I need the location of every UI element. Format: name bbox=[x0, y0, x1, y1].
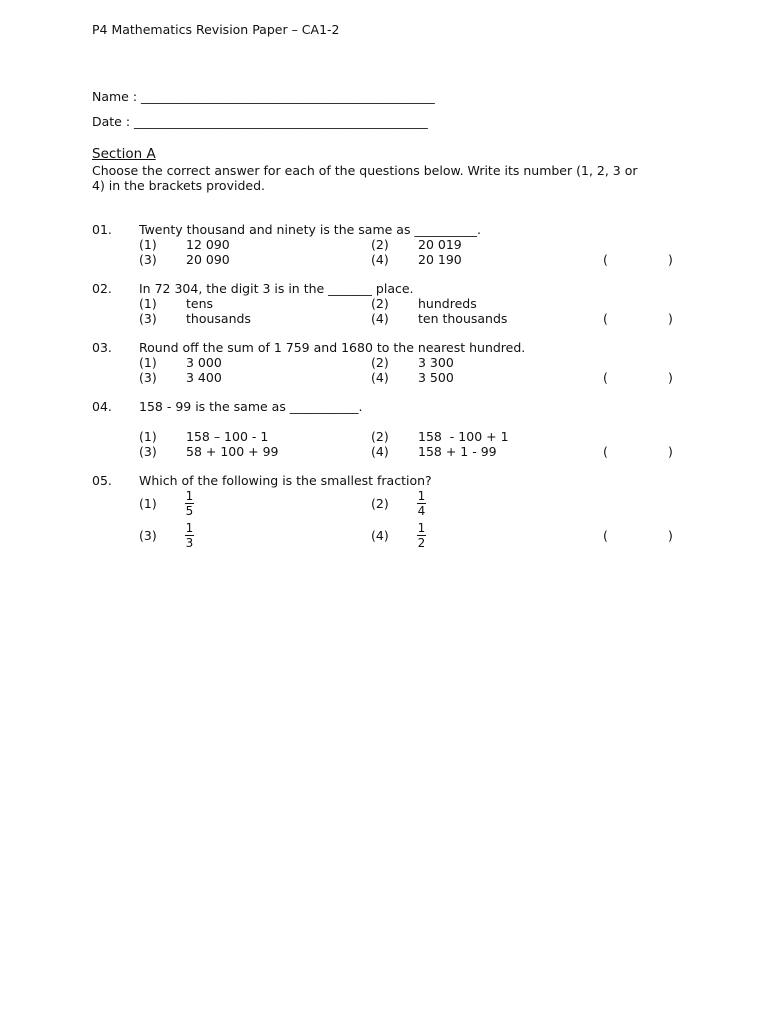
fraction-one-third bbox=[185, 522, 194, 549]
option-label: (3) bbox=[139, 311, 157, 326]
fraction-one-quarter bbox=[417, 490, 426, 517]
option-label: (3) bbox=[139, 528, 157, 543]
answer-bracket-open[interactable]: ( bbox=[603, 444, 608, 459]
option-value: 158 - 100 + 1 bbox=[418, 429, 509, 444]
option-label: (3) bbox=[139, 252, 157, 267]
answer-bracket-open[interactable]: ( bbox=[603, 528, 608, 543]
question-text: Which of the following is the smallest fraction? bbox=[139, 473, 432, 488]
numerator: 1 bbox=[185, 489, 194, 503]
option-value: 3 300 bbox=[418, 355, 454, 370]
option-value: hundreds bbox=[418, 296, 477, 311]
option-value: 3 400 bbox=[186, 370, 222, 385]
question-text: In 72 304, the digit 3 is in the _______ place. bbox=[139, 281, 414, 296]
option-value: 158 – 100 - 1 bbox=[186, 429, 269, 444]
option-value: 58 + 100 + 99 bbox=[186, 444, 279, 459]
answer-bracket-open[interactable]: ( bbox=[603, 311, 608, 326]
option-label: (4) bbox=[371, 528, 389, 543]
option-label: (1) bbox=[139, 496, 157, 511]
option-value: 20 019 bbox=[418, 237, 462, 252]
option-value: 12 090 bbox=[186, 237, 230, 252]
denominator: 2 bbox=[417, 536, 426, 550]
answer-bracket-open[interactable]: ( bbox=[603, 252, 608, 267]
instructions-line-2: 4) in the brackets provided. bbox=[92, 178, 265, 193]
option-label: (4) bbox=[371, 311, 389, 326]
question-number: 04. bbox=[92, 399, 112, 414]
numerator: 1 bbox=[417, 521, 426, 535]
option-value: ten thousands bbox=[418, 311, 508, 326]
numerator: 1 bbox=[417, 489, 426, 503]
question-number: 02. bbox=[92, 281, 112, 296]
question-number: 01. bbox=[92, 222, 112, 237]
question-text: Twenty thousand and ninety is the same as __________. bbox=[139, 222, 481, 237]
question-text: 158 - 99 is the same as ___________. bbox=[139, 399, 363, 414]
option-value: tens bbox=[186, 296, 214, 311]
answer-bracket-close[interactable]: ) bbox=[668, 311, 673, 326]
fraction-one-fifth bbox=[185, 490, 194, 517]
answer-bracket-close[interactable]: ) bbox=[668, 528, 673, 543]
name-field[interactable]: Name : _______________________________________________ bbox=[92, 89, 435, 104]
option-label: (4) bbox=[371, 370, 389, 385]
option-label: (2) bbox=[371, 237, 389, 252]
option-label: (1) bbox=[139, 429, 157, 444]
option-value: thousands bbox=[186, 311, 251, 326]
section-heading: Section A bbox=[92, 146, 156, 162]
option-value: 158 + 1 - 99 bbox=[418, 444, 497, 459]
option-value: 3 500 bbox=[418, 370, 454, 385]
option-label: (4) bbox=[371, 252, 389, 267]
answer-bracket-open[interactable]: ( bbox=[603, 370, 608, 385]
numerator: 1 bbox=[185, 521, 194, 535]
date-field[interactable]: Date : _______________________________________________ bbox=[92, 114, 428, 129]
option-value: 3 000 bbox=[186, 355, 222, 370]
question-number: 05. bbox=[92, 473, 112, 488]
answer-bracket-close[interactable]: ) bbox=[668, 252, 673, 267]
denominator: 4 bbox=[417, 504, 426, 518]
option-label: (2) bbox=[371, 496, 389, 511]
option-label: (3) bbox=[139, 444, 157, 459]
fraction-one-half bbox=[417, 522, 426, 549]
option-label: (4) bbox=[371, 444, 389, 459]
question-number: 03. bbox=[92, 340, 112, 355]
option-value: 20 190 bbox=[418, 252, 462, 267]
option-label: (1) bbox=[139, 355, 157, 370]
denominator: 3 bbox=[185, 536, 194, 550]
option-label: (2) bbox=[371, 355, 389, 370]
instructions-line-1: Choose the correct answer for each of the questions below. Write its number (1, 2, 3 or bbox=[92, 163, 638, 178]
page-title: P4 Mathematics Revision Paper – CA1-2 bbox=[92, 22, 340, 37]
option-label: (1) bbox=[139, 296, 157, 311]
answer-bracket-close[interactable]: ) bbox=[668, 444, 673, 459]
answer-bracket-close[interactable]: ) bbox=[668, 370, 673, 385]
question-text: Round off the sum of 1 759 and 1680 to the nearest hundred. bbox=[139, 340, 526, 355]
option-label: (2) bbox=[371, 296, 389, 311]
denominator: 5 bbox=[185, 504, 194, 518]
option-value: 20 090 bbox=[186, 252, 230, 267]
option-label: (2) bbox=[371, 429, 389, 444]
option-label: (1) bbox=[139, 237, 157, 252]
option-label: (3) bbox=[139, 370, 157, 385]
